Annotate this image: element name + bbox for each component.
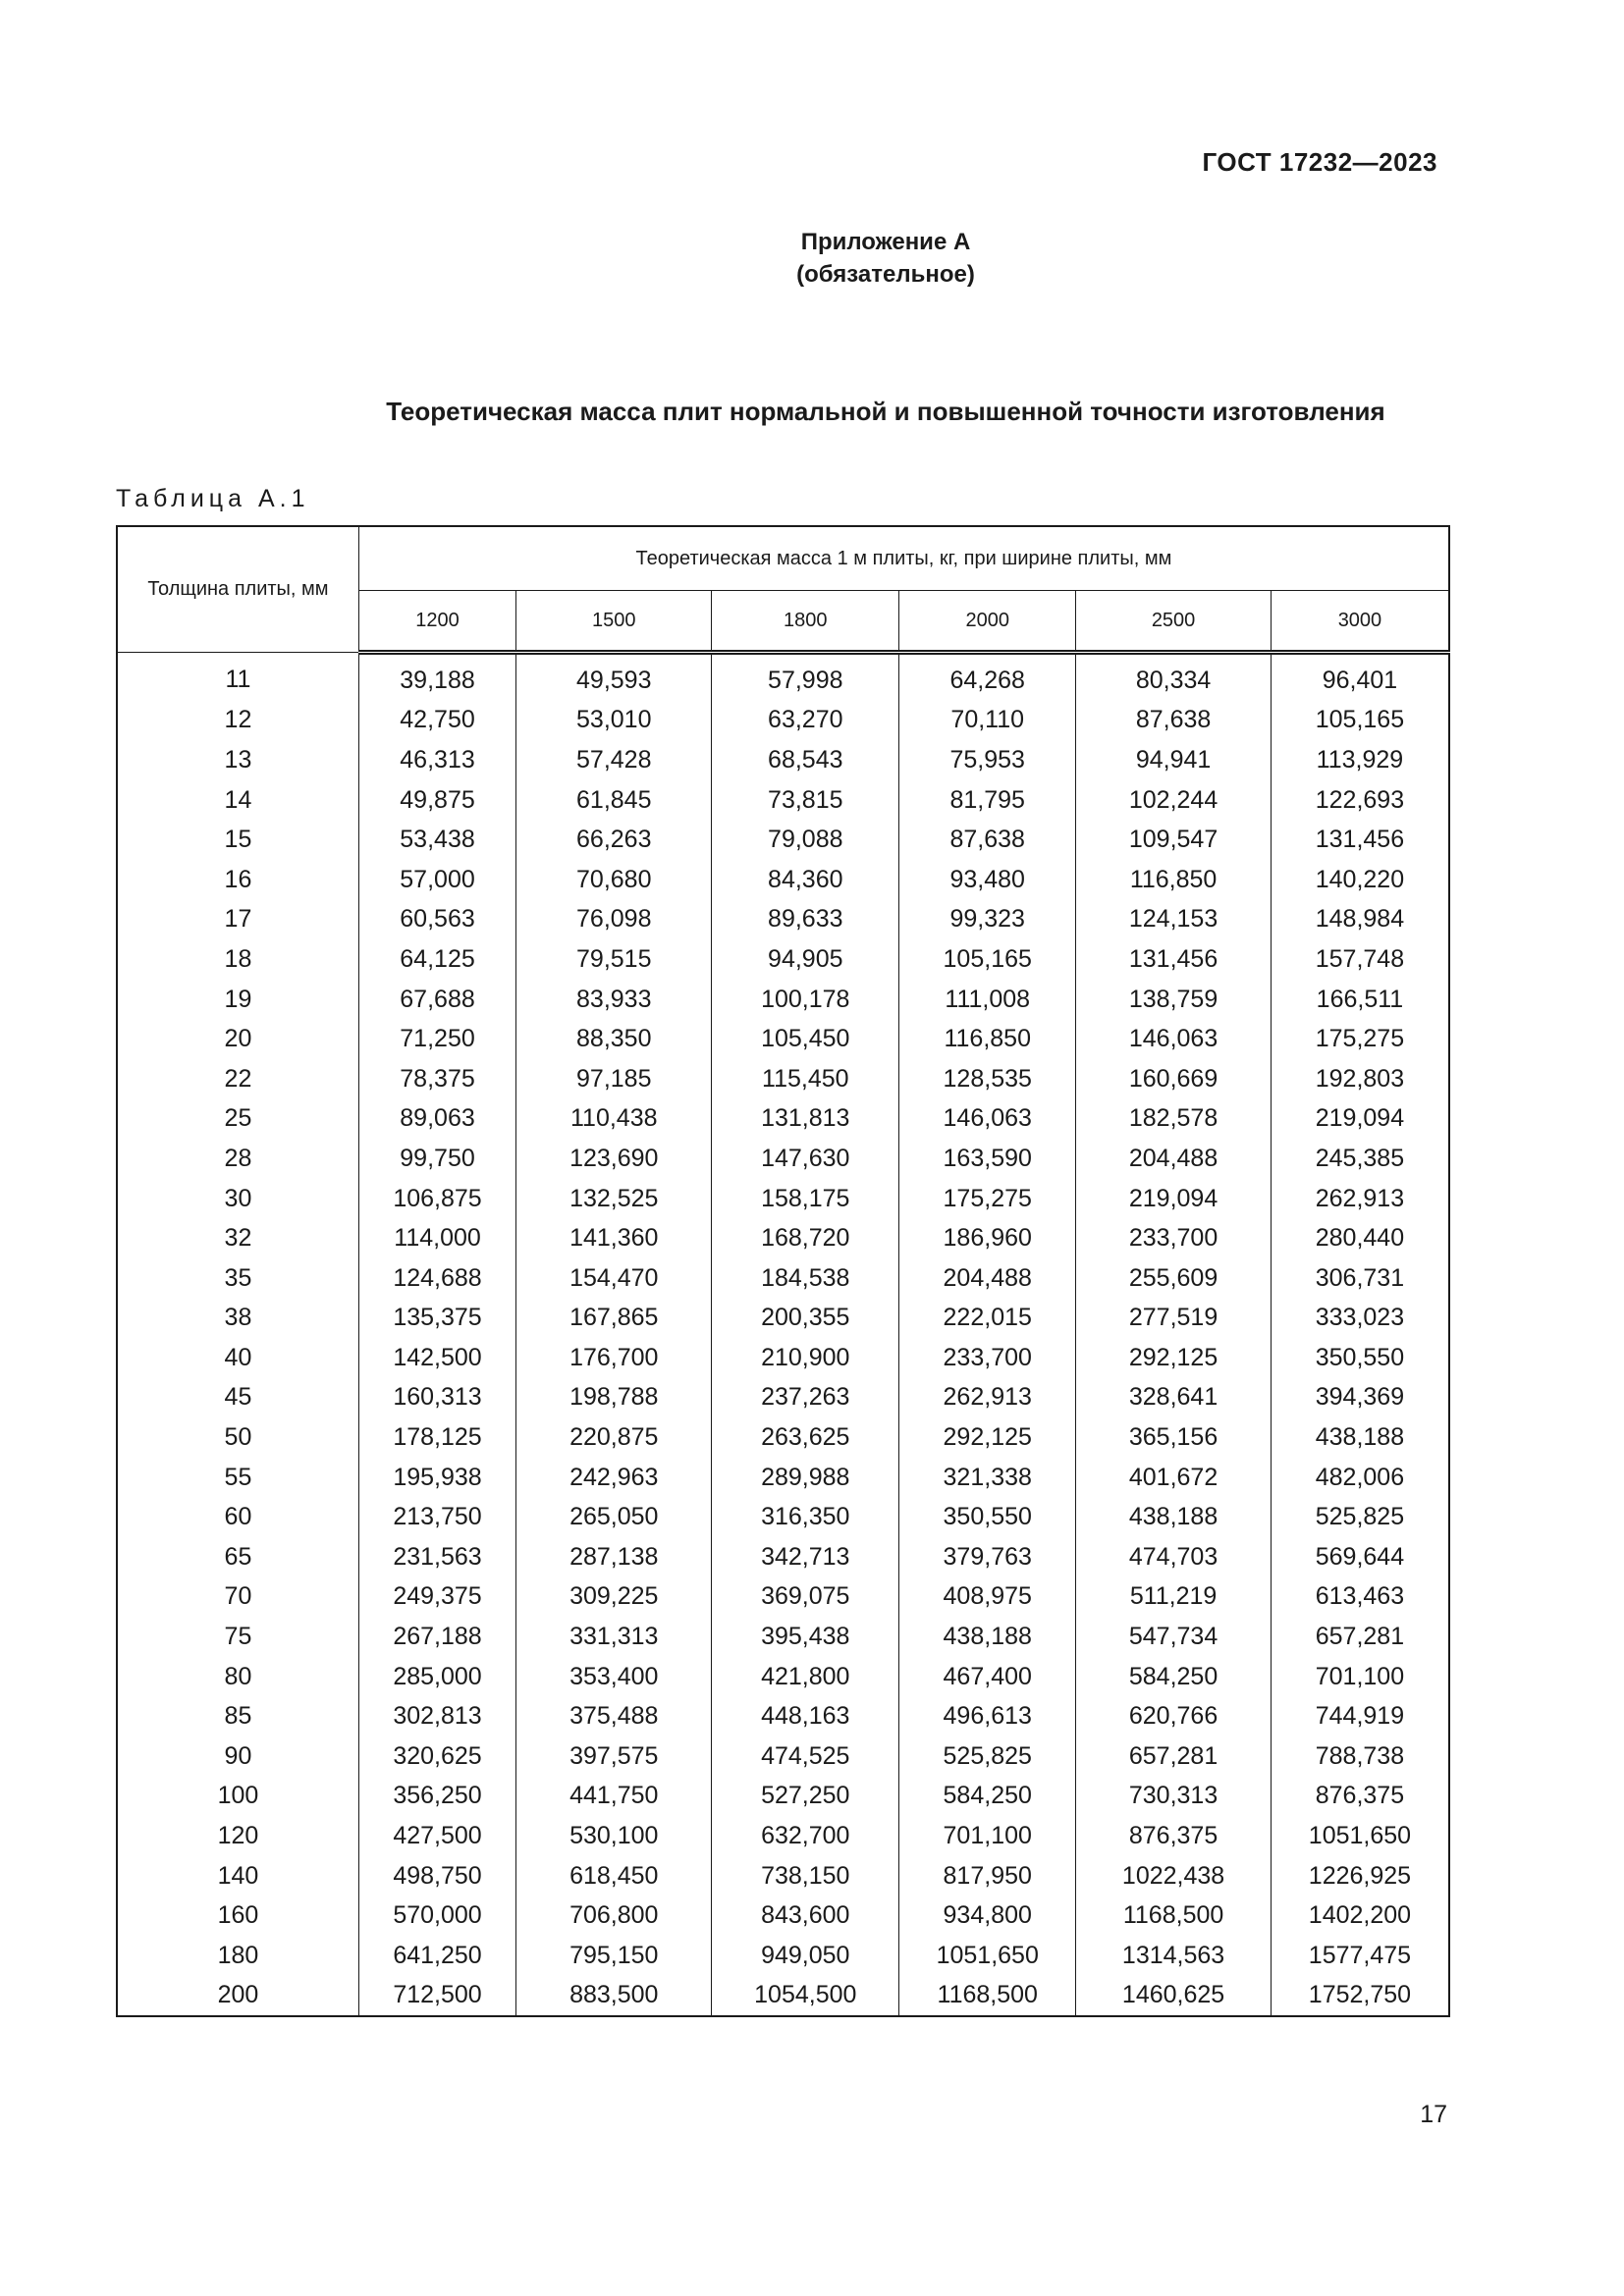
mass-cell: 83,933 (516, 980, 712, 1020)
mass-cell: 525,825 (1271, 1497, 1449, 1537)
mass-cell: 128,535 (899, 1059, 1076, 1099)
table-row (117, 900, 1449, 940)
mass-cell: 620,766 (1076, 1696, 1272, 1736)
mass-cell: 712,500 (358, 1976, 515, 2017)
thickness-cell: 100 (117, 1777, 358, 1817)
width-header: 3000 (1271, 591, 1449, 653)
mass-cell: 738,150 (712, 1856, 899, 1896)
table-row (117, 939, 1449, 980)
mass-cell: 350,550 (899, 1497, 1076, 1537)
mass-cell: 1460,625 (1076, 1976, 1272, 2017)
mass-cell: 438,188 (1076, 1497, 1272, 1537)
mass-cell: 106,875 (358, 1179, 515, 1219)
mass-cell: 138,759 (1076, 980, 1272, 1020)
mass-cell: 1051,650 (899, 1936, 1076, 1976)
thickness-cell: 120 (117, 1816, 358, 1856)
thickness-cell: 45 (117, 1378, 358, 1418)
mass-cell: 1314,563 (1076, 1936, 1272, 1976)
mass-cell: 99,750 (358, 1139, 515, 1179)
mass-cell: 498,750 (358, 1856, 515, 1896)
mass-cell: 135,375 (358, 1299, 515, 1339)
mass-cell: 87,638 (899, 820, 1076, 860)
thickness-cell: 18 (117, 939, 358, 980)
mass-cell: 309,225 (516, 1577, 712, 1618)
thickness-cell: 16 (117, 860, 358, 900)
mass-cell: 219,094 (1271, 1099, 1449, 1140)
mass-cell: 94,905 (712, 939, 899, 980)
mass-cell: 168,720 (712, 1218, 899, 1258)
width-header: 1500 (516, 591, 712, 653)
mass-cell: 200,355 (712, 1299, 899, 1339)
mass-cell: 157,748 (1271, 939, 1449, 980)
mass-cell: 231,563 (358, 1537, 515, 1577)
table-row (117, 1856, 1449, 1896)
table-label: Таблица А.1 (116, 485, 310, 512)
mass-cell: 706,800 (516, 1896, 712, 1936)
table-row (117, 780, 1449, 821)
mass-cell: 744,919 (1271, 1696, 1449, 1736)
mass-cell: 96,401 (1271, 653, 1449, 701)
section-heading (0, 397, 1624, 427)
mass-cell: 142,500 (358, 1338, 515, 1378)
table-body (117, 653, 1449, 2017)
mass-cell: 245,385 (1271, 1139, 1449, 1179)
mass-cell: 131,456 (1271, 820, 1449, 860)
mass-cell: 302,813 (358, 1696, 515, 1736)
mass-cell: 527,250 (712, 1777, 899, 1817)
thickness-cell: 17 (117, 900, 358, 940)
mass-cell: 427,500 (358, 1816, 515, 1856)
thickness-cell: 75 (117, 1617, 358, 1657)
mass-cell: 730,313 (1076, 1777, 1272, 1817)
mass-cell: 84,360 (712, 860, 899, 900)
mass-cell: 102,244 (1076, 780, 1272, 821)
thickness-cell: 32 (117, 1218, 358, 1258)
table-row (117, 1617, 1449, 1657)
mass-cell: 192,803 (1271, 1059, 1449, 1099)
mass-cell: 1577,475 (1271, 1936, 1449, 1976)
mass-cell: 67,688 (358, 980, 515, 1020)
table-row (117, 1417, 1449, 1458)
mass-cell: 632,700 (712, 1816, 899, 1856)
table-row (117, 1537, 1449, 1577)
table-row (117, 1936, 1449, 1976)
mass-cell: 73,815 (712, 780, 899, 821)
mass-cell: 467,400 (899, 1657, 1076, 1697)
mass-cell: 1402,200 (1271, 1896, 1449, 1936)
mass-cell: 110,438 (516, 1099, 712, 1140)
mass-cell: 210,900 (712, 1338, 899, 1378)
mass-cell: 57,998 (712, 653, 899, 701)
mass-cell: 64,125 (358, 939, 515, 980)
mass-cell: 421,800 (712, 1657, 899, 1697)
mass-cell: 701,100 (899, 1816, 1076, 1856)
mass-cell: 204,488 (1076, 1139, 1272, 1179)
thickness-cell: 90 (117, 1736, 358, 1777)
mass-cell: 176,700 (516, 1338, 712, 1378)
mass-cell: 320,625 (358, 1736, 515, 1777)
thickness-cell: 160 (117, 1896, 358, 1936)
thickness-header: Толщина плиты, мм (117, 526, 358, 653)
mass-cell: 76,098 (516, 900, 712, 940)
mass-cell: 379,763 (899, 1537, 1076, 1577)
mass-cell: 147,630 (712, 1139, 899, 1179)
mass-cell: 79,088 (712, 820, 899, 860)
mass-cell: 115,450 (712, 1059, 899, 1099)
mass-cell: 408,975 (899, 1577, 1076, 1618)
mass-cell: 222,015 (899, 1299, 1076, 1339)
mass-cell: 163,590 (899, 1139, 1076, 1179)
mass-cell: 75,953 (899, 740, 1076, 780)
mass-cell: 1168,500 (1076, 1896, 1272, 1936)
mass-cell: 66,263 (516, 820, 712, 860)
thickness-cell: 50 (117, 1417, 358, 1458)
mass-cell: 584,250 (1076, 1657, 1272, 1697)
mass-cell: 356,250 (358, 1777, 515, 1817)
mass-cell: 141,360 (516, 1218, 712, 1258)
mass-cell: 876,375 (1076, 1816, 1272, 1856)
mass-cell: 184,538 (712, 1258, 899, 1299)
mass-cell: 63,270 (712, 701, 899, 741)
thickness-cell: 35 (117, 1258, 358, 1299)
table-row (117, 1777, 1449, 1817)
thickness-cell: 180 (117, 1936, 358, 1976)
mass-cell: 316,350 (712, 1497, 899, 1537)
mass-cell: 114,000 (358, 1218, 515, 1258)
table-row (117, 1657, 1449, 1697)
thickness-cell: 28 (117, 1139, 358, 1179)
thickness-cell: 60 (117, 1497, 358, 1537)
mass-cell: 795,150 (516, 1936, 712, 1976)
mass-cell: 131,813 (712, 1099, 899, 1140)
thickness-cell: 38 (117, 1299, 358, 1339)
thickness-cell: 140 (117, 1856, 358, 1896)
mass-cell: 105,165 (1271, 701, 1449, 741)
mass-cell: 71,250 (358, 1019, 515, 1059)
mass-cell: 876,375 (1271, 1777, 1449, 1817)
mass-cell: 93,480 (899, 860, 1076, 900)
mass-cell: 441,750 (516, 1777, 712, 1817)
mass-cell: 306,731 (1271, 1258, 1449, 1299)
mass-cell: 448,163 (712, 1696, 899, 1736)
table-row (117, 1696, 1449, 1736)
thickness-cell: 55 (117, 1458, 358, 1498)
thickness-cell: 15 (117, 820, 358, 860)
mass-cell: 883,500 (516, 1976, 712, 2017)
mass-cell: 70,680 (516, 860, 712, 900)
mass-table (116, 525, 1450, 2017)
mass-cell: 60,563 (358, 900, 515, 940)
table-row (117, 701, 1449, 741)
mass-cell: 331,313 (516, 1617, 712, 1657)
section-heading-text: Теоретическая масса плит нормальной и повышенной точности изготовления (386, 397, 1385, 426)
mass-cell: 68,543 (712, 740, 899, 780)
width-header: 2500 (1076, 591, 1272, 653)
thickness-cell: 65 (117, 1537, 358, 1577)
thickness-cell: 13 (117, 740, 358, 780)
mass-cell: 657,281 (1271, 1617, 1449, 1657)
mass-cell: 131,456 (1076, 939, 1272, 980)
mass-cell: 1226,925 (1271, 1856, 1449, 1896)
mass-cell: 140,220 (1271, 860, 1449, 900)
table-row (117, 1019, 1449, 1059)
mass-cell: 401,672 (1076, 1458, 1272, 1498)
thickness-cell: 20 (117, 1019, 358, 1059)
thickness-cell: 19 (117, 980, 358, 1020)
mass-cell: 70,110 (899, 701, 1076, 741)
mass-cell: 146,063 (1076, 1019, 1272, 1059)
table-row (117, 820, 1449, 860)
appendix-heading (0, 226, 1624, 291)
mass-cell: 263,625 (712, 1417, 899, 1458)
mass-cell: 80,334 (1076, 653, 1272, 701)
mass-cell: 116,850 (1076, 860, 1272, 900)
mass-cell: 474,525 (712, 1736, 899, 1777)
mass-cell: 817,950 (899, 1856, 1076, 1896)
mass-cell: 474,703 (1076, 1537, 1272, 1577)
mass-cell: 195,938 (358, 1458, 515, 1498)
thickness-cell: 40 (117, 1338, 358, 1378)
mass-cell: 94,941 (1076, 740, 1272, 780)
appendix-status: (обязательное) (796, 261, 975, 288)
mass-cell: 116,850 (899, 1019, 1076, 1059)
mass-cell: 100,178 (712, 980, 899, 1020)
mass-cell: 397,575 (516, 1736, 712, 1777)
mass-cell: 262,913 (1271, 1179, 1449, 1219)
mass-cell: 342,713 (712, 1537, 899, 1577)
mass-cell: 146,063 (899, 1099, 1076, 1140)
table-row (117, 1378, 1449, 1418)
mass-cell: 350,550 (1271, 1338, 1449, 1378)
mass-cell: 204,488 (899, 1258, 1076, 1299)
thickness-cell: 14 (117, 780, 358, 821)
mass-cell: 87,638 (1076, 701, 1272, 741)
mass-cell: 154,470 (516, 1258, 712, 1299)
mass-cell: 49,593 (516, 653, 712, 701)
thickness-cell: 25 (117, 1099, 358, 1140)
mass-cell: 186,960 (899, 1218, 1076, 1258)
table-row (117, 1458, 1449, 1498)
mass-cell: 843,600 (712, 1896, 899, 1936)
mass-cell: 242,963 (516, 1458, 712, 1498)
mass-cell: 122,693 (1271, 780, 1449, 821)
table-row (117, 1816, 1449, 1856)
mass-cell: 934,800 (899, 1896, 1076, 1936)
mass-cell: 267,188 (358, 1617, 515, 1657)
mass-cell: 132,525 (516, 1179, 712, 1219)
mass-cell: 321,338 (899, 1458, 1076, 1498)
mass-group-header: Теоретическая масса 1 м плиты, кг, при ширине плиты, мм (358, 526, 1449, 591)
mass-cell: 255,609 (1076, 1258, 1272, 1299)
mass-cell: 53,010 (516, 701, 712, 741)
mass-cell: 53,438 (358, 820, 515, 860)
mass-cell: 701,100 (1271, 1657, 1449, 1697)
mass-cell: 613,463 (1271, 1577, 1449, 1618)
mass-cell: 287,138 (516, 1537, 712, 1577)
table-row (117, 1896, 1449, 1936)
mass-cell: 166,511 (1271, 980, 1449, 1020)
mass-cell: 265,050 (516, 1497, 712, 1537)
mass-cell: 285,000 (358, 1657, 515, 1697)
mass-cell: 394,369 (1271, 1378, 1449, 1418)
mass-cell: 89,633 (712, 900, 899, 940)
mass-cell: 289,988 (712, 1458, 899, 1498)
mass-cell: 175,275 (1271, 1019, 1449, 1059)
mass-cell: 111,008 (899, 980, 1076, 1020)
mass-cell: 78,375 (358, 1059, 515, 1099)
thickness-cell: 30 (117, 1179, 358, 1219)
mass-cell: 175,275 (899, 1179, 1076, 1219)
mass-cell: 365,156 (1076, 1417, 1272, 1458)
mass-cell: 182,578 (1076, 1099, 1272, 1140)
table-row (117, 1258, 1449, 1299)
mass-cell: 123,690 (516, 1139, 712, 1179)
mass-cell: 88,350 (516, 1019, 712, 1059)
mass-cell: 219,094 (1076, 1179, 1272, 1219)
mass-cell: 641,250 (358, 1936, 515, 1976)
table-row (117, 980, 1449, 1020)
mass-cell: 570,000 (358, 1896, 515, 1936)
width-header: 2000 (899, 591, 1076, 653)
mass-cell: 109,547 (1076, 820, 1272, 860)
table-row (117, 653, 1449, 701)
mass-cell: 61,845 (516, 780, 712, 821)
mass-cell: 1752,750 (1271, 1976, 1449, 2017)
mass-cell: 79,515 (516, 939, 712, 980)
mass-cell: 547,734 (1076, 1617, 1272, 1657)
mass-cell: 42,750 (358, 701, 515, 741)
mass-cell: 333,023 (1271, 1299, 1449, 1339)
mass-cell: 64,268 (899, 653, 1076, 701)
mass-cell: 158,175 (712, 1179, 899, 1219)
mass-cell: 277,519 (1076, 1299, 1272, 1339)
table-row (117, 1736, 1449, 1777)
mass-cell: 39,188 (358, 653, 515, 701)
table-row (117, 860, 1449, 900)
mass-cell: 657,281 (1076, 1736, 1272, 1777)
page-number: 17 (1420, 2101, 1447, 2128)
mass-cell: 105,450 (712, 1019, 899, 1059)
mass-cell: 113,929 (1271, 740, 1449, 780)
mass-cell: 148,984 (1271, 900, 1449, 940)
table-row (117, 1497, 1449, 1537)
document-code: ГОСТ 17232—2023 (1202, 147, 1437, 177)
mass-cell: 530,100 (516, 1816, 712, 1856)
thickness-cell: 22 (117, 1059, 358, 1099)
mass-cell: 105,165 (899, 939, 1076, 980)
thickness-cell: 85 (117, 1696, 358, 1736)
width-header: 1800 (712, 591, 899, 653)
mass-cell: 167,865 (516, 1299, 712, 1339)
mass-cell: 237,263 (712, 1378, 899, 1418)
mass-cell: 249,375 (358, 1577, 515, 1618)
thickness-cell: 70 (117, 1577, 358, 1618)
mass-cell: 178,125 (358, 1417, 515, 1458)
table-row (117, 1976, 1449, 2017)
mass-cell: 280,440 (1271, 1218, 1449, 1258)
mass-cell: 46,313 (358, 740, 515, 780)
thickness-cell: 80 (117, 1657, 358, 1697)
mass-cell: 97,185 (516, 1059, 712, 1099)
width-header: 1200 (358, 591, 515, 653)
table-row (117, 1179, 1449, 1219)
mass-cell: 496,613 (899, 1696, 1076, 1736)
mass-cell: 569,644 (1271, 1537, 1449, 1577)
mass-cell: 99,323 (899, 900, 1076, 940)
mass-cell: 1168,500 (899, 1976, 1076, 2017)
mass-cell: 160,669 (1076, 1059, 1272, 1099)
mass-cell: 369,075 (712, 1577, 899, 1618)
mass-cell: 949,050 (712, 1936, 899, 1976)
mass-cell: 482,006 (1271, 1458, 1449, 1498)
mass-cell: 525,825 (899, 1736, 1076, 1777)
mass-cell: 395,438 (712, 1617, 899, 1657)
mass-cell: 213,750 (358, 1497, 515, 1537)
appendix-title: Приложение А (800, 229, 971, 255)
table-row (117, 740, 1449, 780)
mass-cell: 57,428 (516, 740, 712, 780)
mass-cell: 438,188 (899, 1617, 1076, 1657)
table-row (117, 1577, 1449, 1618)
mass-cell: 124,688 (358, 1258, 515, 1299)
thickness-cell: 12 (117, 701, 358, 741)
table-row (117, 1338, 1449, 1378)
thickness-cell: 200 (117, 1976, 358, 2017)
mass-cell: 788,738 (1271, 1736, 1449, 1777)
mass-cell: 220,875 (516, 1417, 712, 1458)
mass-cell: 292,125 (899, 1417, 1076, 1458)
mass-cell: 89,063 (358, 1099, 515, 1140)
mass-cell: 618,450 (516, 1856, 712, 1896)
mass-cell: 292,125 (1076, 1338, 1272, 1378)
mass-cell: 124,153 (1076, 900, 1272, 940)
thickness-cell: 11 (117, 653, 358, 701)
mass-cell: 375,488 (516, 1696, 712, 1736)
mass-cell: 49,875 (358, 780, 515, 821)
mass-cell: 328,641 (1076, 1378, 1272, 1418)
mass-cell: 1051,650 (1271, 1816, 1449, 1856)
table-row (117, 1218, 1449, 1258)
mass-cell: 198,788 (516, 1378, 712, 1418)
mass-cell: 438,188 (1271, 1417, 1449, 1458)
mass-cell: 1054,500 (712, 1976, 899, 2017)
mass-cell: 1022,438 (1076, 1856, 1272, 1896)
mass-cell: 584,250 (899, 1777, 1076, 1817)
table-row (117, 1299, 1449, 1339)
mass-cell: 160,313 (358, 1378, 515, 1418)
table-row (117, 1099, 1449, 1140)
mass-cell: 511,219 (1076, 1577, 1272, 1618)
table-row (117, 1139, 1449, 1179)
mass-cell: 57,000 (358, 860, 515, 900)
table-row (117, 1059, 1449, 1099)
mass-cell: 353,400 (516, 1657, 712, 1697)
mass-cell: 233,700 (899, 1338, 1076, 1378)
mass-cell: 233,700 (1076, 1218, 1272, 1258)
mass-cell: 81,795 (899, 780, 1076, 821)
mass-cell: 262,913 (899, 1378, 1076, 1418)
